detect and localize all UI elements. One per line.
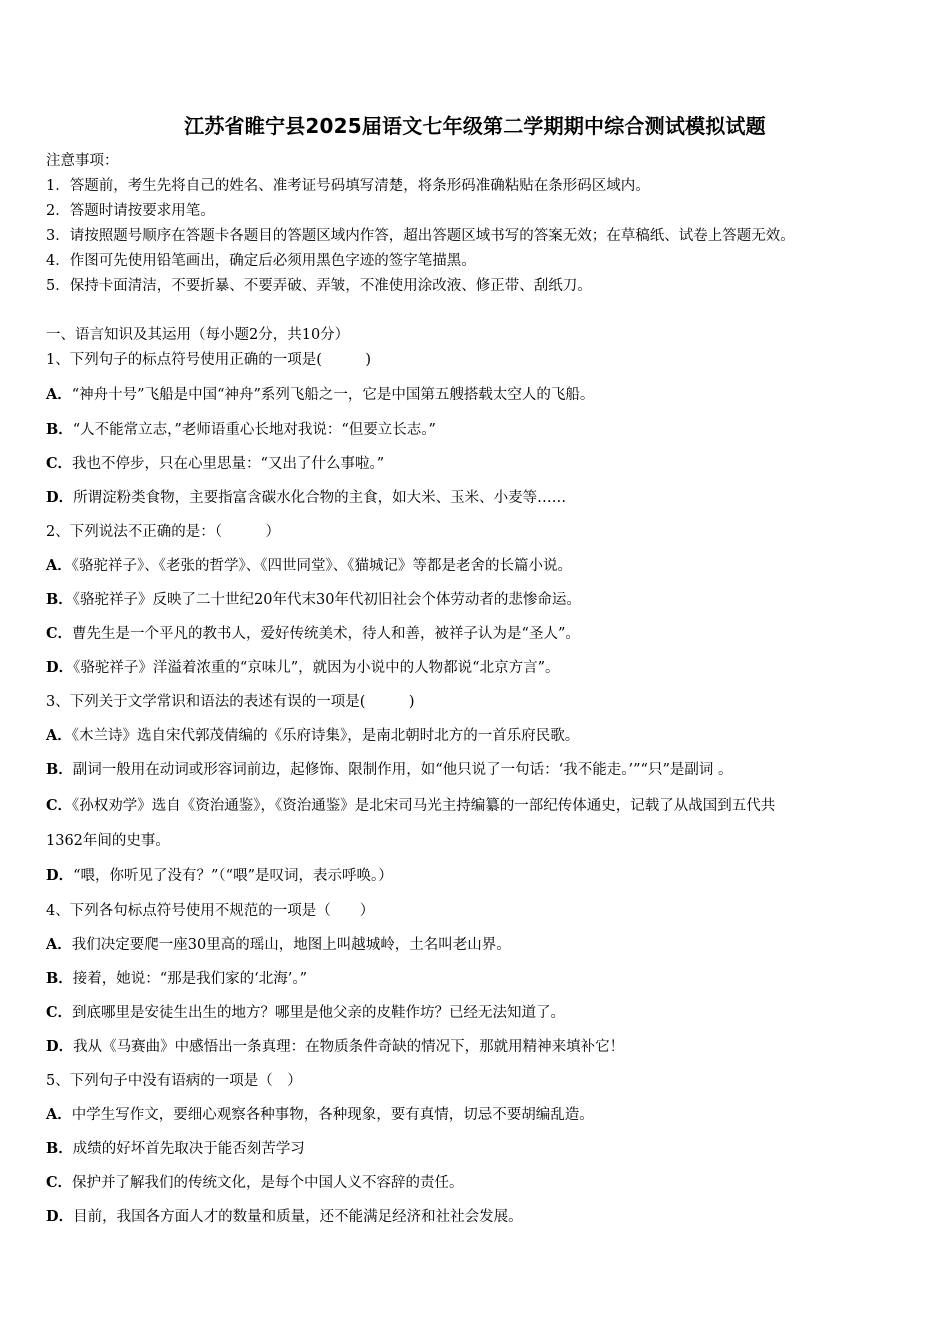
option-text: 目前，我国各方面人才的数量和质量，还不能满足经济和社社会发展。 (73, 1209, 523, 1225)
option-label: B． (46, 1140, 73, 1157)
question-stem: 5、下列句子中没有语病的一项是（ ） (46, 1073, 302, 1089)
option-d (46, 866, 393, 886)
option-label: A． (46, 727, 72, 744)
option-label: A． (46, 557, 72, 574)
option-text: 到底哪里是安徒生出生的地方？哪里是他父亲的皮鞋作坊？已经无法知道了。 (72, 1005, 566, 1021)
option-label: C． (46, 455, 73, 472)
option-a (46, 556, 572, 576)
option-d (46, 1207, 523, 1227)
option-label: D． (46, 659, 74, 676)
option-text: 《骆驼祥子》反映了二十世纪20年代末30年代初旧社会个体劳动者的悲惨命运。 (72, 592, 581, 608)
option-d (46, 488, 566, 508)
notice-item: 5．保持卡面清洁，不要折暴、不要弄破、弄皱，不准使用涂改液、修正带、刮纸刀。 (46, 278, 592, 294)
option-label: A． (46, 1106, 72, 1123)
option-label: D． (46, 867, 74, 884)
notice-heading: 注意事项： (46, 153, 119, 169)
option-text: 所谓淀粉类食物，主要指富含碳水化合物的主食，如大米、玉米、小麦等…… (73, 490, 567, 506)
option-c (46, 624, 580, 644)
option-c (46, 1173, 464, 1193)
option-text: 中学生写作文，要细心观察各种事物，各种现象，要有真情，切忌不要胡编乱造。 (71, 1107, 594, 1123)
option-b (46, 420, 436, 440)
option-c (46, 796, 775, 816)
option-text: 《骆驼祥子》、《老张的哲学》、《四世同堂》、《猫城记》等都是老舍的长篇小说。 (71, 558, 573, 574)
option-label: A． (46, 386, 72, 403)
option-d (46, 1037, 624, 1057)
page-title: 江苏省睢宁县2025届语文七年级第二学期期中综合测试模拟试题 (184, 114, 766, 138)
option-label: D． (46, 1038, 74, 1055)
option-text: 我们决定要爬一座30里高的瑶山，地图上叫越城岭，土名叫老山界。 (71, 937, 511, 953)
option-text: 我也不停步，只在心里思量：“又出了什么事啦。” (72, 456, 385, 472)
option-text: 《骆驼祥子》洋溢着浓重的“京味儿”，就因为小说中的人物都说“北京方言”。 (73, 660, 560, 676)
section-heading: 一、语言知识及其运用（每小题2分，共10分） (46, 327, 350, 343)
option-a (46, 935, 511, 955)
option-text: 我从《马赛曲》中感悟出一条真理：在物质条件奇缺的情况下，那就用精神来填补它！ (73, 1039, 625, 1055)
option-label: C． (46, 625, 73, 642)
option-text: 接着，她说：“那是我们家的‘北海’。” (72, 971, 308, 987)
option-a (46, 385, 594, 405)
option-b (46, 1139, 305, 1159)
option-text: “喂，你听见了没有？”（“喂”是叹词，表示呼唤。） (73, 868, 393, 884)
notice-item: 1．答题前，考生先将自己的姓名、准考证号码填写清楚，将条形码准确粘贴在条形码区域内。 (46, 178, 650, 194)
option-label: C． (46, 1004, 73, 1021)
question-stem: 3、下列关于文学常识和语法的表述有误的一项是( ) (46, 694, 415, 710)
question-stem: 1、下列句子的标点符号使用正确的一项是( ) (46, 352, 372, 368)
option-text: 曹先生是一个平凡的教书人，爱好传统美术，待人和善，被祥子认为是“圣人”。 (72, 626, 580, 642)
option-label: A． (46, 936, 72, 953)
option-text: 保护并了解我们的传统文化，是每个中国人义不容辞的责任。 (72, 1175, 464, 1191)
option-c (46, 1003, 565, 1023)
notice-item: 2．答题时请按要求用笔。 (46, 203, 215, 219)
option-c-continuation: 1362年间的史事。 (46, 833, 170, 849)
option-c (46, 454, 384, 474)
option-b (46, 590, 581, 610)
option-a (46, 726, 579, 746)
option-text: 副词一般用在动词或形容词前边，起修饰、限制作用，如“他只说了一句话：‘我不能走。’”“只”是副词 。 (72, 762, 733, 778)
option-text: 成绩的好坏首先取决于能否刻苦学习 (72, 1141, 305, 1157)
notice-item: 3．请按照题号顺序在答题卡各题目的答题区域内作答，超出答题区域书写的答案无效；在草稿纸、试卷上答题无效。 (46, 228, 795, 244)
option-label: B． (46, 591, 73, 608)
option-a (46, 1105, 594, 1125)
notice-item: 4．作图可先使用铅笔画出，确定后必须用黑色字迹的签字笔描黑。 (46, 253, 476, 269)
question-stem: 2、下列说法不正确的是：（ ） (46, 524, 280, 540)
option-label: C． (46, 1174, 73, 1191)
option-b (46, 760, 733, 780)
option-label: D． (46, 1208, 74, 1225)
option-text: “神舟十号”飞船是中国“神舟”系列飞船之一，它是中国第五艘搭载太空人的飞船。 (71, 387, 595, 403)
option-label: D． (46, 489, 74, 506)
option-text: “人不能常立志，”老师语重心长地对我说：“但要立长志。” (72, 422, 436, 438)
option-label: B． (46, 761, 73, 778)
option-b (46, 969, 307, 989)
option-label: B． (46, 970, 73, 987)
option-text: 《孙权劝学》选自《资治通鉴》，《资治通鉴》是北宋司马光主持编纂的一部纪传体通史，记载了从战国到五代共 (72, 798, 776, 814)
option-d (46, 658, 559, 678)
option-label: B． (46, 421, 73, 438)
option-label: C． (46, 797, 73, 814)
question-stem: 4、下列各句标点符号使用不规范的一项是（ ） (46, 903, 375, 919)
option-text: 《木兰诗》选自宋代郭茂倩编的《乐府诗集》，是南北朝时北方的一首乐府民歌。 (71, 728, 580, 744)
